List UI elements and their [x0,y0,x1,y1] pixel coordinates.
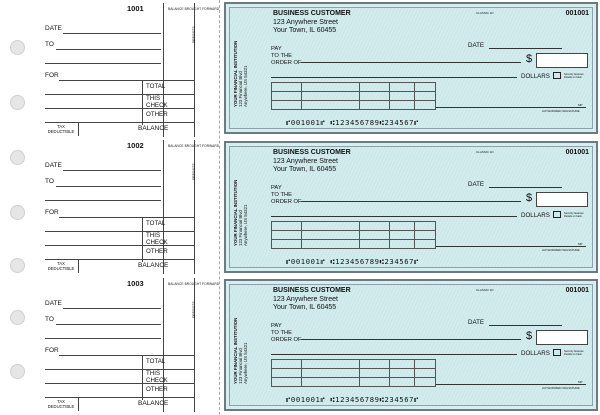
stub-line [45,259,194,260]
bank-city: Anywhere, US 54321 [243,204,248,246]
bank-info [233,12,273,107]
stub-total-label: TOTAL [146,220,166,227]
stub-memo-line[interactable] [45,369,194,370]
binder-hole [10,150,25,165]
security-text: Security features. Details on back. [564,350,585,356]
check [224,141,598,273]
bank-street: 123 Financial Blvd [238,71,243,107]
stub-memo-line[interactable] [45,231,194,232]
binder-hole [10,205,25,220]
stub-this-check-label: THIS CHECK [146,232,168,246]
stub-to-label: TO [45,178,54,185]
security-text: Security features. Details on back. [564,212,585,218]
memo-grid[interactable] [271,82,436,110]
stub-to-line-2[interactable] [45,200,161,201]
pay-to-label [271,46,302,66]
stub-number: 1002 [127,141,144,150]
stub-to-line[interactable] [56,186,161,187]
binder-hole [10,364,25,379]
tax-deductible-label: TAX DEDUCTIBLE [47,124,75,134]
micr-line: ⑈001001⑈ ⑆123456789⑆234567⑈ [286,395,419,404]
stub-to-label: TO [45,41,54,48]
customer-name: BUSINESS CUSTOMER [273,149,351,156]
customer-name: BUSINESS CUSTOMER [273,287,351,294]
amount-words-line[interactable] [271,77,517,78]
amount-box[interactable] [536,330,588,345]
micr-line: ⑈001001⑈ ⑆123456789⑆234567⑈ [286,118,419,127]
binder-hole [10,95,25,110]
pay-label: PAY [271,46,282,52]
stub-date-label: DATE [45,300,62,307]
stub-divider [142,217,143,262]
bank-street: 123 Financial Blvd [238,348,243,384]
payee-line[interactable] [301,62,521,63]
order-of-label: ORDER OF [271,198,302,205]
stub-divider [194,3,195,137]
stub-divider [142,80,143,125]
pay-to-label [271,185,302,205]
stub-other-label: OTHER [146,386,168,393]
customer-street: 123 Anywhere Street [273,18,338,26]
stub-for-label: FOR [45,72,59,79]
dollar-sign: $ [526,192,533,204]
stub-line [45,397,194,398]
date-line[interactable] [489,187,562,188]
pay-to-label [271,323,302,343]
security-text: Security features. Details on back. [564,73,585,79]
date-label: DATE [468,42,485,49]
mp-label: MP [578,103,583,107]
to-the-label: TO THE [271,52,293,59]
stub-for-label: FOR [45,209,59,216]
date-label: DATE [468,319,485,326]
stub-for-line[interactable] [59,355,194,356]
payee-line[interactable] [301,339,521,340]
deposits-label: DEPOSITS [192,26,196,43]
payee-line[interactable] [301,201,521,202]
check-style-code: CLASSIC 1D [476,11,494,15]
amount-words-line[interactable] [271,216,517,217]
customer-info [273,10,351,36]
date-label: DATE [468,181,485,188]
micr-line: ⑈001001⑈ ⑆123456789⑆234567⑈ [286,257,419,266]
stub-number: 1003 [127,279,144,288]
stub-balance-label: BALANCE [138,262,169,269]
check-stub [30,1,218,139]
balance-brought-forward-label: BALANCE BROUGHT FORWARD [168,282,220,286]
tax-deductible-label: TAX DEDUCTIBLE [47,399,75,409]
stub-date-line[interactable] [63,308,161,309]
bank-street: 123 Financial Blvd [238,210,243,246]
customer-info [273,287,351,313]
to-the-label: TO THE [271,329,293,336]
stub-memo-line[interactable] [45,383,194,384]
stub-memo-line[interactable] [45,245,194,246]
customer-city: Your Town, IL 60455 [273,27,337,35]
stub-to-line[interactable] [56,324,161,325]
pay-label: PAY [271,185,282,191]
deposits-label: DEPOSITS [192,301,196,318]
dollars-label: DOLLARS [521,212,550,219]
stub-for-line[interactable] [59,217,194,218]
stub-to-line[interactable] [56,49,161,50]
order-of-label: ORDER OF [271,336,302,343]
customer-street: 123 Anywhere Street [273,295,338,303]
stub-to-label: TO [45,316,54,323]
binder-hole [10,310,25,325]
padlock-icon [553,349,561,356]
authorized-signature-label: AUTHORIZED SIGNATURE [542,386,580,390]
amount-box[interactable] [536,53,588,68]
customer-city: Your Town, IL 60455 [273,304,337,312]
balance-brought-forward-label: BALANCE BROUGHT FORWARD [168,7,220,11]
signature-line[interactable] [436,107,586,108]
binder-hole [10,258,25,273]
bank-info [233,289,273,384]
stub-date-line[interactable] [63,33,161,34]
bank-city: Anywhere, US 54321 [243,65,248,107]
stub-date-line[interactable] [63,170,161,171]
check-number: 001001 [565,149,589,156]
dollars-label: DOLLARS [521,350,550,357]
amount-box[interactable] [536,192,588,207]
customer-name: BUSINESS CUSTOMER [273,10,351,17]
tax-deductible-label: TAX DEDUCTIBLE [47,261,75,271]
bank-name: YOUR FINANCIAL INSTITUTION [233,40,238,107]
date-line[interactable] [489,48,562,49]
stub-divider [194,278,195,412]
stub-date-label: DATE [45,25,62,32]
mp-label: MP [578,380,583,384]
mp-label: MP [578,242,583,246]
customer-info [273,149,351,175]
signature-line[interactable] [436,246,586,247]
check-number: 001001 [565,287,589,294]
customer-city: Your Town, IL 60455 [273,166,337,174]
to-the-label: TO THE [271,191,293,198]
bank-info [233,151,273,246]
authorized-signature-label: AUTHORIZED SIGNATURE [542,109,580,113]
dollars-label: DOLLARS [521,73,550,80]
pay-label: PAY [271,323,282,329]
stub-this-check-label: THIS CHECK [146,370,168,384]
check-style-code: CLASSIC 1D [476,150,494,154]
bank-name: YOUR FINANCIAL INSTITUTION [233,179,238,246]
stub-balance-label: BALANCE [138,125,169,132]
authorized-signature-label: AUTHORIZED SIGNATURE [542,248,580,252]
dollar-sign: $ [526,53,533,65]
memo-grid[interactable] [271,221,436,249]
stub-memo-line[interactable] [45,108,194,109]
padlock-icon [553,72,561,79]
order-of-label: ORDER OF [271,59,302,66]
stub-line [45,122,194,123]
memo-grid[interactable] [271,359,436,387]
stub-to-line-2[interactable] [45,63,161,64]
check-stub [30,138,218,276]
stub-for-label: FOR [45,347,59,354]
customer-street: 123 Anywhere Street [273,157,338,165]
stub-balance-label: BALANCE [138,400,169,407]
stub-total-label: TOTAL [146,358,166,365]
balance-brought-forward-label: BALANCE BROUGHT FORWARD [168,144,220,148]
padlock-icon [553,211,561,218]
stub-divider [78,259,79,273]
stub-total-label: TOTAL [146,83,166,90]
stub-this-check-label: THIS CHECK [146,95,168,109]
check-number: 001001 [565,10,589,17]
stub-other-label: OTHER [146,248,168,255]
amount-words-line[interactable] [271,354,517,355]
check-stub [30,276,218,414]
check [224,279,598,411]
stub-number: 1001 [127,4,144,13]
stub-for-line[interactable] [59,80,194,81]
stub-divider [78,397,79,411]
deposits-label: DEPOSITS [192,163,196,180]
check-style-code: CLASSIC 1D [476,288,494,292]
stub-divider [194,140,195,274]
perforation [219,0,220,415]
stub-other-label: OTHER [146,111,168,118]
binder-hole [10,40,25,55]
signature-line[interactable] [436,384,586,385]
dollar-sign: $ [526,330,533,342]
check [224,2,598,134]
bank-name: YOUR FINANCIAL INSTITUTION [233,317,238,384]
date-line[interactable] [489,325,562,326]
stub-to-line-2[interactable] [45,338,161,339]
bank-city: Anywhere, US 54321 [243,342,248,384]
stub-memo-line[interactable] [45,94,194,95]
stub-date-label: DATE [45,162,62,169]
stub-divider [142,355,143,400]
stub-divider [78,122,79,136]
